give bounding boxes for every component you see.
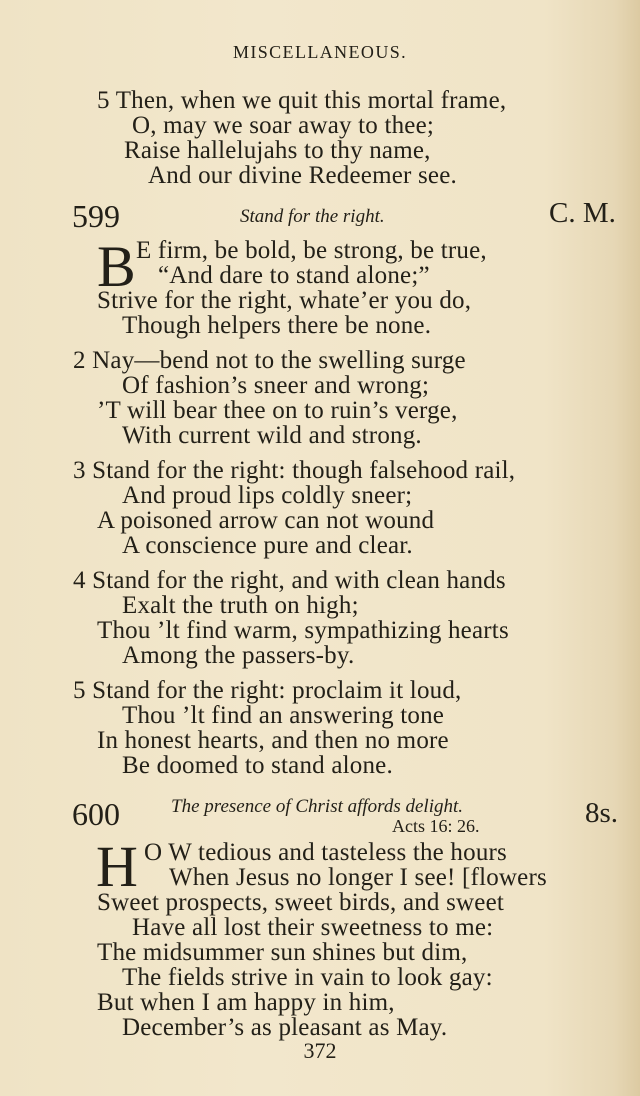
hymn-title: The presence of Christ affords delight. [171,796,464,817]
verse-line: Thou ’lt find warm, sympathizing hearts [97,617,509,644]
verse-line: When Jesus no longer I see! [flowers [169,864,547,891]
drop-cap: B [97,234,136,299]
page-number: 372 [303,1038,337,1063]
verse-line: Though helpers there be none. [122,312,432,339]
verse-line: Strive for the right, whate’er you do, [97,287,472,314]
verse-line: But when I am happy in him, [97,989,395,1016]
hymn-meter: 8s. [585,797,619,829]
verse-line: O, may we soar away to thee; [132,112,435,139]
verse-line: O W tedious and tasteless the hours [144,839,507,866]
verse-line: A poisoned arrow can not wound [97,507,435,534]
verse-line: Raise hallelujahs to thy name, [124,137,431,164]
hymn-meter: C. M. [549,197,616,229]
verse-line: Sweet prospects, sweet birds, and sweet [97,889,505,916]
verse-line: Be doomed to stand alone. [122,752,393,779]
verse-line: The fields strive in vain to look gay: [122,964,493,991]
verse-line: 4 Stand for the right, and with clean hands [73,567,506,594]
verse-line: Exalt the truth on high; [122,592,359,619]
verse-line: 5 Stand for the right: proclaim it loud, [73,677,462,704]
verse-line: With current wild and strong. [122,422,422,449]
verse-line: December’s as pleasant as May. [122,1014,448,1041]
verse-line: 2 Nay—bend not to the swelling surge [73,347,466,374]
verse-line: And proud lips coldly sneer; [122,482,413,509]
verse-line: Among the passers-by. [122,642,355,669]
verse-line: And our divine Redeemer see. [148,162,457,189]
hymn-title: Stand for the right. [240,206,385,227]
hymn-number: 599 [72,198,120,234]
verse-line: E firm, be bold, be strong, be true, [136,237,487,264]
verse-line: Have all lost their sweetness to me: [132,914,494,941]
running-header: MISCELLANEOUS. [232,42,408,62]
verse-line: Of fashion’s sneer and wrong; [122,372,430,399]
verse-line: Thou ’lt find an answering tone [122,702,445,729]
scripture-reference: Acts 16: 26. [392,816,480,836]
verse-line: “And dare to stand alone;” [158,262,430,289]
verse-line: In honest hearts, and then no more [97,727,449,754]
verse-line: 3 Stand for the right: though falsehood rail, [73,457,516,484]
drop-cap: H [96,834,138,899]
verse-line: A conscience pure and clear. [122,532,413,559]
verse-line: 5 Then, when we quit this mortal frame, [97,87,507,114]
verse-line: ’T will bear thee on to ruin’s verge, [97,397,458,424]
hymn-number: 600 [72,796,120,832]
verse-line: The midsummer sun shines but dim, [97,939,468,966]
